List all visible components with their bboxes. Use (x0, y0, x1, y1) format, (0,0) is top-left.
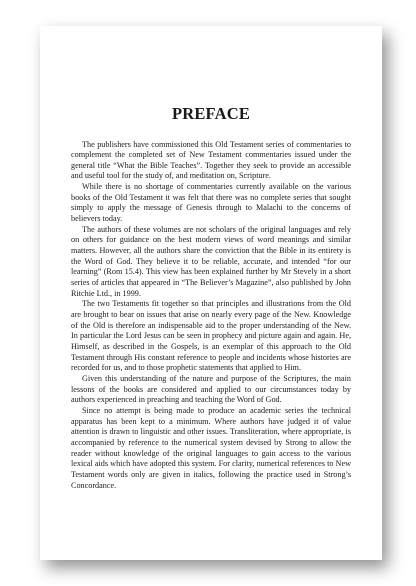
document-page (40, 26, 382, 560)
paragraph-1: The publishers have commissioned this Old Testament series of commentaries to complement the completed set of New Testament commentaries issued under the general title “What the Bible Teaches”. Together they seek to provide an accessible and useful tool for the study of, and meditation on, Scripture. (71, 139, 351, 181)
paragraph-5: Given this understanding of the nature and purpose of the Scriptures, the main lessons of the books are considered and applied to our circumstances today by authors experienced in preaching and teaching the Word of God. (71, 373, 351, 405)
paragraph-2: While there is no shortage of commentaries currently available on the various books of the Old Testament it was felt that there was no complete series that sought simply to apply the message of Genesis through to Malachi to the concerns of believers today. (71, 182, 351, 224)
page-body (71, 140, 351, 492)
page-title: PREFACE (171, 104, 251, 123)
paragraph-3: The authors of these volumes are not scholars of the original languages and rely on others for guidance on the best modern views of word meanings and similar matters. However, all the authors share the conviction that the Bible in its entirety is the Word of God. They believe it to be reliable, accurate, and intended “for our learning” (Rom 15.4). This view has been explained further by Mr Stevely in a short series of articles that appeared in “The Believer’s Magazine”, also published by John Ritchie Ltd., in 1999. (71, 224, 351, 298)
paragraph-6: Since no attempt is being made to produce an academic series the technical apparatus has been kept to a minimum. Where authors have judged it of value attention is drawn to linguistic and other issues. Transliteration, where appropriate, is accompanied by reference to the numerical system devised by Strong to allow the reader without knowledge of the original languages to gain access to the various lexical aids which have adopted this system. For clarity, numerical references to New Testament words only are given in italics, following the practice used in Strong’s Concordance. (71, 405, 351, 490)
paragraph-4: The two Testaments fit together so that principles and illustrations from the Old are brought to bear on issues that arise on nearly every page of the New. Knowledge of the Old is therefore an indispensable aid to the proper understanding of the New. In particular the Lord Jesus can be seen in prophecy and picture again and again. He, Himself, as described in the Gospels, is an exemplar of this approach to the Old Testament through His constant reference to people and incidents whose histories are recorded for us, and to those prophetic statements that applied to Him. (71, 299, 351, 373)
